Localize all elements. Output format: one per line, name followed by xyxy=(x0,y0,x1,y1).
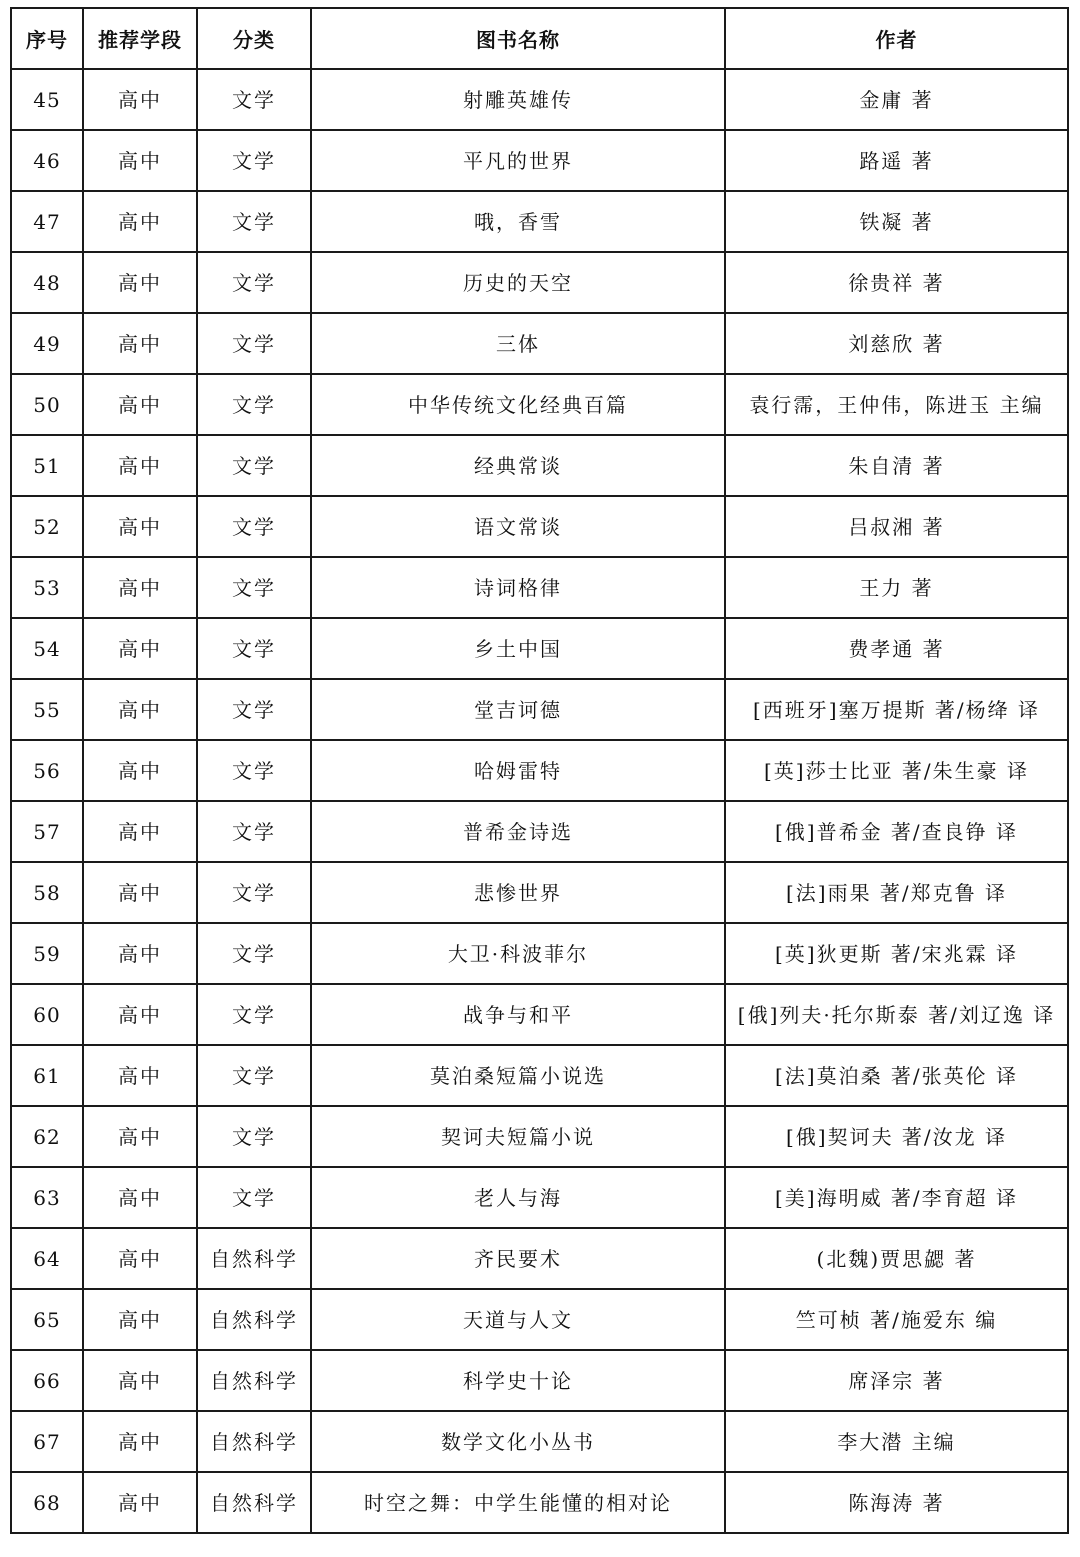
table-row xyxy=(11,557,1068,618)
cell-author: [英]狄更斯 著/宋兆霖 译 xyxy=(725,923,1068,984)
cell-serial-number: 68 xyxy=(11,1472,83,1533)
cell-recommended-stage: 高中 xyxy=(83,923,197,984)
table-row xyxy=(11,1411,1068,1472)
cell-recommended-stage: 高中 xyxy=(83,1411,197,1472)
cell-category: 自然科学 xyxy=(197,1411,311,1472)
table-row xyxy=(11,1167,1068,1228)
cell-serial-number: 50 xyxy=(11,374,83,435)
cell-author: [俄]列夫·托尔斯泰 著/刘辽逸 译 xyxy=(725,984,1068,1045)
cell-book-title: 哦，香雪 xyxy=(311,191,725,252)
table-row xyxy=(11,191,1068,252)
cell-recommended-stage: 高中 xyxy=(83,557,197,618)
cell-serial-number: 54 xyxy=(11,618,83,679)
cell-book-title: 平凡的世界 xyxy=(311,130,725,191)
cell-book-title: 历史的天空 xyxy=(311,252,725,313)
table-row xyxy=(11,740,1068,801)
cell-book-title: 战争与和平 xyxy=(311,984,725,1045)
cell-category: 文学 xyxy=(197,1045,311,1106)
cell-serial-number: 55 xyxy=(11,679,83,740)
cell-recommended-stage: 高中 xyxy=(83,984,197,1045)
cell-author: 竺可桢 著/施爱东 编 xyxy=(725,1289,1068,1350)
cell-category: 自然科学 xyxy=(197,1228,311,1289)
cell-serial-number: 63 xyxy=(11,1167,83,1228)
table-body xyxy=(11,69,1068,1533)
cell-book-title: 语文常谈 xyxy=(311,496,725,557)
cell-recommended-stage: 高中 xyxy=(83,374,197,435)
cell-category: 自然科学 xyxy=(197,1472,311,1533)
header-category: 分类 xyxy=(197,8,311,69)
cell-recommended-stage: 高中 xyxy=(83,1106,197,1167)
cell-book-title: 契诃夫短篇小说 xyxy=(311,1106,725,1167)
cell-recommended-stage: 高中 xyxy=(83,740,197,801)
cell-serial-number: 47 xyxy=(11,191,83,252)
cell-book-title: 悲惨世界 xyxy=(311,862,725,923)
cell-author: 王力 著 xyxy=(725,557,1068,618)
cell-author: 费孝通 著 xyxy=(725,618,1068,679)
table-row xyxy=(11,130,1068,191)
cell-book-title: 莫泊桑短篇小说选 xyxy=(311,1045,725,1106)
cell-author: [美]海明威 著/李育超 译 xyxy=(725,1167,1068,1228)
cell-recommended-stage: 高中 xyxy=(83,618,197,679)
cell-author: 陈海涛 著 xyxy=(725,1472,1068,1533)
cell-book-title: 堂吉诃德 xyxy=(311,679,725,740)
cell-recommended-stage: 高中 xyxy=(83,496,197,557)
cell-book-title: 哈姆雷特 xyxy=(311,740,725,801)
cell-serial-number: 67 xyxy=(11,1411,83,1472)
cell-book-title: 诗词格律 xyxy=(311,557,725,618)
table-row xyxy=(11,618,1068,679)
cell-serial-number: 62 xyxy=(11,1106,83,1167)
cell-recommended-stage: 高中 xyxy=(83,191,197,252)
header-recommended-stage: 推荐学段 xyxy=(83,8,197,69)
cell-category: 自然科学 xyxy=(197,1289,311,1350)
cell-book-title: 中华传统文化经典百篇 xyxy=(311,374,725,435)
cell-recommended-stage: 高中 xyxy=(83,679,197,740)
table-row xyxy=(11,1472,1068,1533)
cell-recommended-stage: 高中 xyxy=(83,435,197,496)
cell-serial-number: 66 xyxy=(11,1350,83,1411)
cell-author: 李大潜 主编 xyxy=(725,1411,1068,1472)
cell-author: 席泽宗 著 xyxy=(725,1350,1068,1411)
table-row xyxy=(11,923,1068,984)
table-row xyxy=(11,1045,1068,1106)
cell-author: 徐贵祥 著 xyxy=(725,252,1068,313)
cell-book-title: 经典常谈 xyxy=(311,435,725,496)
table-row xyxy=(11,1228,1068,1289)
cell-category: 文学 xyxy=(197,374,311,435)
cell-book-title: 乡土中国 xyxy=(311,618,725,679)
cell-serial-number: 51 xyxy=(11,435,83,496)
cell-book-title: 射雕英雄传 xyxy=(311,69,725,130)
cell-serial-number: 57 xyxy=(11,801,83,862)
cell-serial-number: 49 xyxy=(11,313,83,374)
cell-recommended-stage: 高中 xyxy=(83,313,197,374)
cell-serial-number: 61 xyxy=(11,1045,83,1106)
table-row xyxy=(11,1289,1068,1350)
table-row xyxy=(11,801,1068,862)
table-row xyxy=(11,862,1068,923)
cell-author: [法]莫泊桑 著/张英伦 译 xyxy=(725,1045,1068,1106)
cell-recommended-stage: 高中 xyxy=(83,862,197,923)
cell-category: 文学 xyxy=(197,191,311,252)
cell-serial-number: 48 xyxy=(11,252,83,313)
cell-serial-number: 64 xyxy=(11,1228,83,1289)
cell-book-title: 天道与人文 xyxy=(311,1289,725,1350)
cell-category: 文学 xyxy=(197,740,311,801)
cell-category: 文学 xyxy=(197,618,311,679)
cell-book-title: 普希金诗选 xyxy=(311,801,725,862)
cell-recommended-stage: 高中 xyxy=(83,130,197,191)
cell-author: 铁凝 著 xyxy=(725,191,1068,252)
cell-serial-number: 59 xyxy=(11,923,83,984)
cell-category: 文学 xyxy=(197,69,311,130)
table-row xyxy=(11,1350,1068,1411)
cell-recommended-stage: 高中 xyxy=(83,252,197,313)
cell-category: 文学 xyxy=(197,1106,311,1167)
table-row xyxy=(11,313,1068,374)
cell-book-title: 大卫·科波菲尔 xyxy=(311,923,725,984)
table-header-row xyxy=(11,8,1068,69)
cell-book-title: 老人与海 xyxy=(311,1167,725,1228)
cell-book-title: 科学史十论 xyxy=(311,1350,725,1411)
cell-recommended-stage: 高中 xyxy=(83,1045,197,1106)
cell-category: 文学 xyxy=(197,923,311,984)
cell-recommended-stage: 高中 xyxy=(83,1350,197,1411)
cell-serial-number: 60 xyxy=(11,984,83,1045)
header-book-title: 图书名称 xyxy=(311,8,725,69)
cell-category: 文学 xyxy=(197,496,311,557)
table-row xyxy=(11,252,1068,313)
cell-author: 袁行霈，王仲伟，陈进玉 主编 xyxy=(725,374,1068,435)
cell-serial-number: 65 xyxy=(11,1289,83,1350)
table-row xyxy=(11,984,1068,1045)
cell-recommended-stage: 高中 xyxy=(83,1167,197,1228)
cell-category: 文学 xyxy=(197,1167,311,1228)
book-list-table xyxy=(10,7,1069,1534)
header-author: 作者 xyxy=(725,8,1068,69)
cell-author: [法]雨果 著/郑克鲁 译 xyxy=(725,862,1068,923)
cell-category: 自然科学 xyxy=(197,1350,311,1411)
cell-serial-number: 53 xyxy=(11,557,83,618)
cell-serial-number: 52 xyxy=(11,496,83,557)
cell-author: 金庸 著 xyxy=(725,69,1068,130)
cell-category: 文学 xyxy=(197,984,311,1045)
cell-author: [西班牙]塞万提斯 著/杨绛 译 xyxy=(725,679,1068,740)
table-row xyxy=(11,374,1068,435)
table-row xyxy=(11,435,1068,496)
table-row xyxy=(11,679,1068,740)
cell-author: 刘慈欣 著 xyxy=(725,313,1068,374)
table-row xyxy=(11,1106,1068,1167)
cell-recommended-stage: 高中 xyxy=(83,1472,197,1533)
cell-book-title: 齐民要术 xyxy=(311,1228,725,1289)
cell-category: 文学 xyxy=(197,679,311,740)
cell-book-title: 时空之舞：中学生能懂的相对论 xyxy=(311,1472,725,1533)
cell-category: 文学 xyxy=(197,435,311,496)
cell-author: 朱自清 著 xyxy=(725,435,1068,496)
cell-serial-number: 58 xyxy=(11,862,83,923)
cell-author: (北魏)贾思勰 著 xyxy=(725,1228,1068,1289)
cell-book-title: 数学文化小丛书 xyxy=(311,1411,725,1472)
cell-author: [英]莎士比亚 著/朱生豪 译 xyxy=(725,740,1068,801)
cell-author: 吕叔湘 著 xyxy=(725,496,1068,557)
cell-author: 路遥 著 xyxy=(725,130,1068,191)
cell-category: 文学 xyxy=(197,557,311,618)
cell-category: 文学 xyxy=(197,130,311,191)
cell-author: [俄]普希金 著/查良铮 译 xyxy=(725,801,1068,862)
cell-serial-number: 45 xyxy=(11,69,83,130)
header-serial-number: 序号 xyxy=(11,8,83,69)
cell-recommended-stage: 高中 xyxy=(83,1228,197,1289)
cell-recommended-stage: 高中 xyxy=(83,69,197,130)
cell-recommended-stage: 高中 xyxy=(83,1289,197,1350)
cell-category: 文学 xyxy=(197,801,311,862)
cell-category: 文学 xyxy=(197,252,311,313)
cell-serial-number: 56 xyxy=(11,740,83,801)
table-row xyxy=(11,69,1068,130)
cell-recommended-stage: 高中 xyxy=(83,801,197,862)
table-row xyxy=(11,496,1068,557)
cell-category: 文学 xyxy=(197,862,311,923)
cell-book-title: 三体 xyxy=(311,313,725,374)
cell-serial-number: 46 xyxy=(11,130,83,191)
cell-category: 文学 xyxy=(197,313,311,374)
cell-author: [俄]契诃夫 著/汝龙 译 xyxy=(725,1106,1068,1167)
